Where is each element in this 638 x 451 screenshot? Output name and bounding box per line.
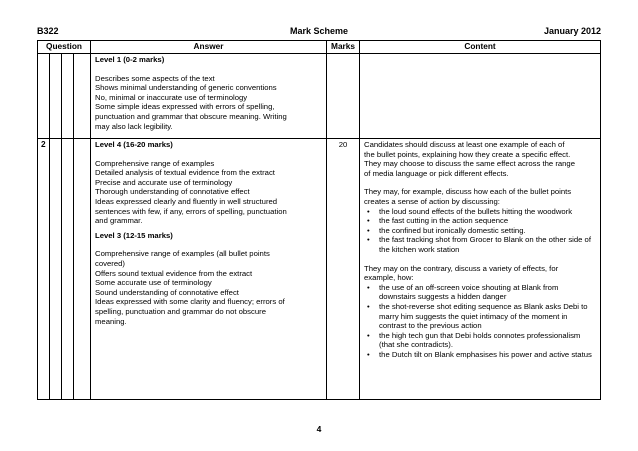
list-item: • the loud sound effects of the bullets hitting the woodwork <box>379 207 596 217</box>
header-title: Mark Scheme <box>289 26 349 36</box>
level4-line: Ideas expressed clearly and fluently in well structured <box>95 196 278 206</box>
question-cell <box>62 54 74 139</box>
level1-line: Some simple ideas expressed with errors of spelling, <box>95 102 275 112</box>
mark-scheme-table <box>37 40 601 400</box>
question-cell <box>74 139 91 400</box>
bullet-list-effects <box>364 283 596 360</box>
content-cell <box>360 139 601 400</box>
list-item: • the high tech gun that Debi holds connotes professionalism (that she contradicts). <box>379 331 596 350</box>
level3-line: Some accurate use of terminology <box>95 278 212 288</box>
level4-line: Comprehensive range of examples <box>95 158 215 168</box>
content-line: They may, for example, discuss how each of the bullet points <box>364 187 572 197</box>
level1-line: may also lack legibility. <box>95 121 173 131</box>
column-header-marks: Marks <box>327 41 360 54</box>
header-date: January 2012 <box>543 26 601 36</box>
level4-line: sentences with few, if any, errors of spelling, punctuation <box>95 206 287 216</box>
question-cell <box>74 54 91 139</box>
level3-heading: Level 3 (12-15 marks) <box>95 230 173 240</box>
level3-line: Sound understanding of connotative effect <box>95 287 239 297</box>
marks-value: 20 <box>327 139 360 400</box>
content-cell <box>360 54 601 139</box>
question-cell <box>62 139 74 400</box>
level1-line: No, minimal or inaccurate use of terminology <box>95 92 248 102</box>
level3-line: Comprehensive range of examples (all bullet points <box>95 249 270 259</box>
column-header-answer: Answer <box>91 41 327 54</box>
question-number: 2 <box>38 139 50 400</box>
table-row-question-2 <box>38 139 601 400</box>
content-line: They may choose to discuss the same effect across the range <box>364 159 575 169</box>
list-item: • the use of an off-screen voice shouting at Blank from downstairs suggests a hidden danger <box>379 283 596 302</box>
bullet-list-action <box>364 207 596 255</box>
level4-line: Detailed analysis of textual evidence from the extract <box>95 168 275 178</box>
marks-cell <box>327 54 360 139</box>
list-item: • the fast cutting in the action sequence <box>379 216 596 226</box>
header-left-code: B322 <box>37 26 59 36</box>
level3-line: spelling, punctuation and grammar do not obscure <box>95 306 266 316</box>
list-item: • the fast tracking shot from Grocer to Blank on the other side of the kitchen work station <box>379 235 596 254</box>
level3-line: covered) <box>95 258 125 268</box>
column-header-content: Content <box>360 41 601 54</box>
level3-line: Ideas expressed with some clarity and fluency; errors of <box>95 297 285 307</box>
level1-line: punctuation and grammar that obscure meaning. Writing <box>95 111 287 121</box>
answer-cell <box>91 139 327 400</box>
content-line: Candidates should discuss at least one example of each of <box>364 140 565 149</box>
table-header-row <box>38 41 601 54</box>
content-line: They may on the contrary, discuss a variety of effects, for <box>364 263 559 273</box>
level4-heading: Level 4 (16-20 marks) <box>95 140 173 149</box>
list-item: • the confined but ironically domestic setting. <box>379 226 596 236</box>
level1-heading: Level 1 (0-2 marks) <box>95 55 165 64</box>
level3-line: Offers sound textual evidence from the extract <box>95 268 253 278</box>
level4-line: and grammar. <box>95 216 143 226</box>
level1-line: Shows minimal understanding of generic conventions <box>95 83 277 93</box>
question-cell <box>38 54 50 139</box>
content-line: example, how: <box>364 273 414 283</box>
content-line: creates a sense of action by discussing: <box>364 196 500 206</box>
list-item: • the shot-reverse shot editing sequence as Blank asks Debi to marry him suggests the quiet intimacy of the moment in contrast to the previous action <box>379 302 596 331</box>
column-header-question: Question <box>38 41 91 54</box>
page-number: 4 <box>316 424 322 434</box>
content-line: of media language or pick different effects. <box>364 168 509 178</box>
question-cell <box>50 139 62 400</box>
level4-line: Thorough understanding of connotative effect <box>95 187 250 197</box>
table-row-level1 <box>38 54 601 139</box>
answer-cell <box>91 54 327 139</box>
content-line: the bullet points, explaining how they create a specific effect. <box>364 149 571 159</box>
level1-line: Describes some aspects of the text <box>95 73 215 83</box>
list-item: • the Dutch tilt on Blank emphasises his power and active status <box>379 350 596 360</box>
level4-line: Precise and accurate use of terminology <box>95 177 233 187</box>
level3-line: meaning. <box>95 316 127 326</box>
question-cell <box>50 54 62 139</box>
